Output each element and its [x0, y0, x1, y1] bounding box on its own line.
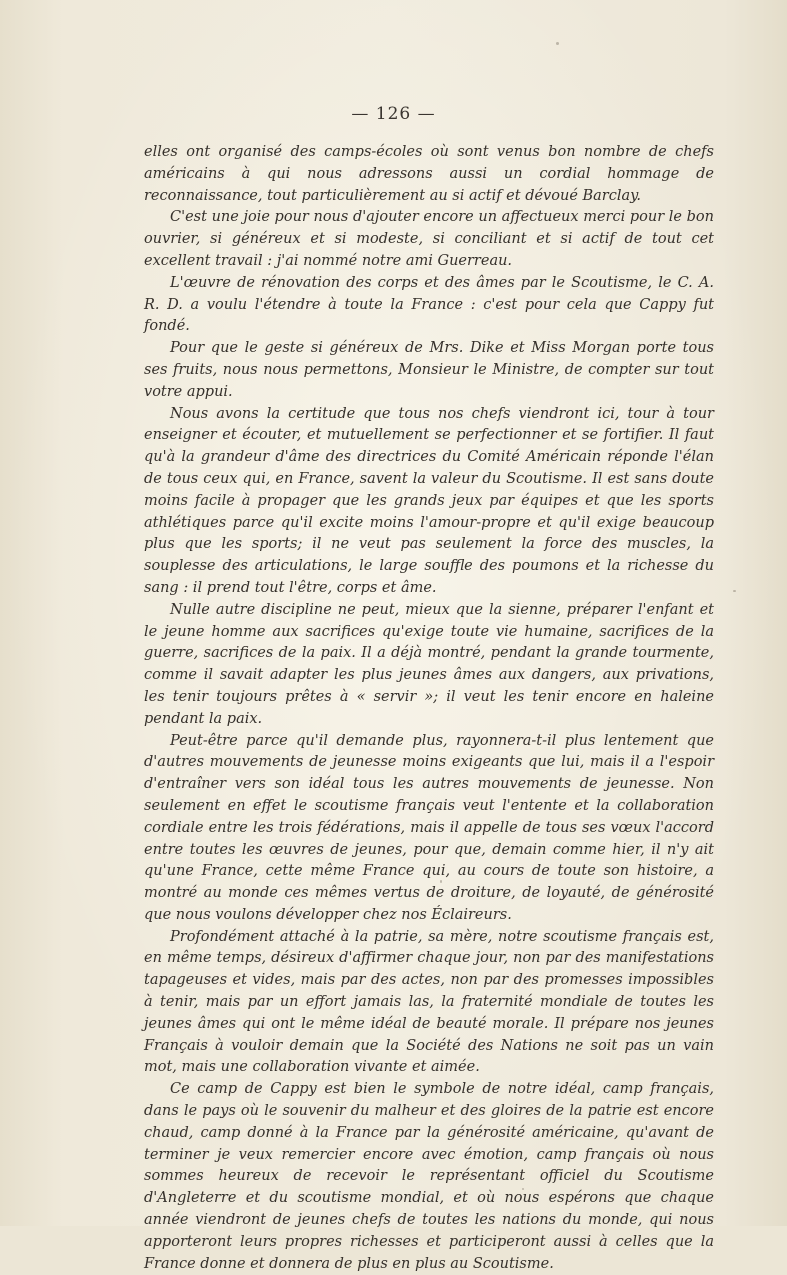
paragraph: Profondément attaché à la patrie, sa mère, notre scoutisme français est, en même temps, désireux d'affirmer chaque jour, non par des manifestations tapageuses et vides, mais par des actes, non par des promesses impossibles à tenir, mais par un effort jamais las, la fraternité mondiale de toutes les jeunes âmes qui ont le même idéal de beauté morale. Il prépare nos jeunes Français à vouloir demain que la Société des Nations ne soit pas un vain mot, mais une collaboration vivante et aimée.	[144, 928, 714, 1076]
paragraph: Peut-être parce qu'il demande plus, rayonnera-t-il plus lentement que d'autres mouvements de jeunesse moins exigeants que lui, mais il a l'espoir d'entraîner vers son idéal tous les autres mouvements de jeunesse. Non seulement en effet le scoutisme français veut l'entente et la collaboration cordiale entre les trois fédérations, mais il appelle de tous ses vœux l'accord entre toutes les œuvres de jeunes, pour que, demain comme hier, il n'y ait qu'une France, cette même France qui, au cours de toute son histoire, a montré au monde ces mêmes vertus de droiture, de loyauté, de générosité que nous voulons développer chez nos Éclaireurs.	[144, 732, 714, 923]
page-number: — 126 —	[351, 104, 436, 124]
paper-speck	[440, 880, 442, 883]
paragraph: Nous avons la certitude que tous nos chefs viendront ici, tour à tour enseigner et écouter, et mutuellement se perfectionner et se fortifier. Il faut qu'à la grandeur d'âme des directrices du Comité Américain réponde l'élan de tous ceux qui, en France, savent la valeur du Scoutisme. Il est sans doute moins facile à propager que les grands jeux par équipes et que les sports athlétiques parce qu'il excite moins l'amour-propre et qu'il exige beaucoup plus que les sports; il ne veut pas seulement la force des muscles, la souplesse des articulations, le large souffle des poumons et la richesse du sang : il prend tout l'être, corps et âme.	[144, 405, 714, 596]
paragraph: Nulle autre discipline ne peut, mieux que la sienne, préparer l'enfant et le jeune homme aux sacrifices qu'exige toute vie humaine, sacrifices de la guerre, sacrifices de la paix. Il a déjà montré, pendant la grande tourmente, comme il savait adapter les plus jeunes âmes aux dangers, aux privations, les tenir toujours prêtes à « servir »; il veut les tenir encore en haleine pendant la paix.	[144, 601, 714, 727]
body-text	[144, 142, 714, 1275]
paper-speck	[733, 590, 736, 592]
paragraph: Pour que le geste si généreux de Mrs. Dike et Miss Morgan porte tous ses fruits, nous nous permettons, Monsieur le Ministre, de compter sur tout votre appui.	[144, 340, 714, 400]
paper-speck	[522, 1188, 524, 1190]
paper-speck	[556, 42, 559, 45]
paragraph: L'œuvre de rénovation des corps et des âmes par le Scoutisme, le C. A. R. D. a voulu l'étendre à toute la France : c'est pour cela que Cappy fut fondé.	[144, 274, 714, 335]
paragraph: Ce camp de Cappy est bien le symbole de notre idéal, camp français, dans le pays où le souvenir du malheur et des gloires de la patrie est encore chaud, camp donné à la France par la générosité américaine, qu'avant de terminer je veux remercier encore avec émotion, camp français où nous sommes heureux de recevoir le représentant officiel du Scoutisme d'Angleterre et du scoutisme mondial, et où nous espérons que chaque année viendront de jeunes chefs de toutes les nations du monde, qui nous apporteront leurs propres richesses et participeront aussi à celles que la France donne et donnera de plus en plus au Scoutisme.	[144, 1081, 714, 1272]
paragraph: C'est une joie pour nous d'ajouter encore un affectueux merci pour le bon ouvrier, si généreux et si modeste, si conciliant et si actif de tout cet excellent travail : j'ai nommé notre ami Guerreau.	[144, 209, 714, 269]
paragraph: elles ont organisé des camps-écoles où sont venus bon nombre de chefs américains à qui nous adressons aussi un cordial hommage de reconnaissance, tout particulièrement au si actif et dévoué Barclay.	[144, 144, 714, 204]
